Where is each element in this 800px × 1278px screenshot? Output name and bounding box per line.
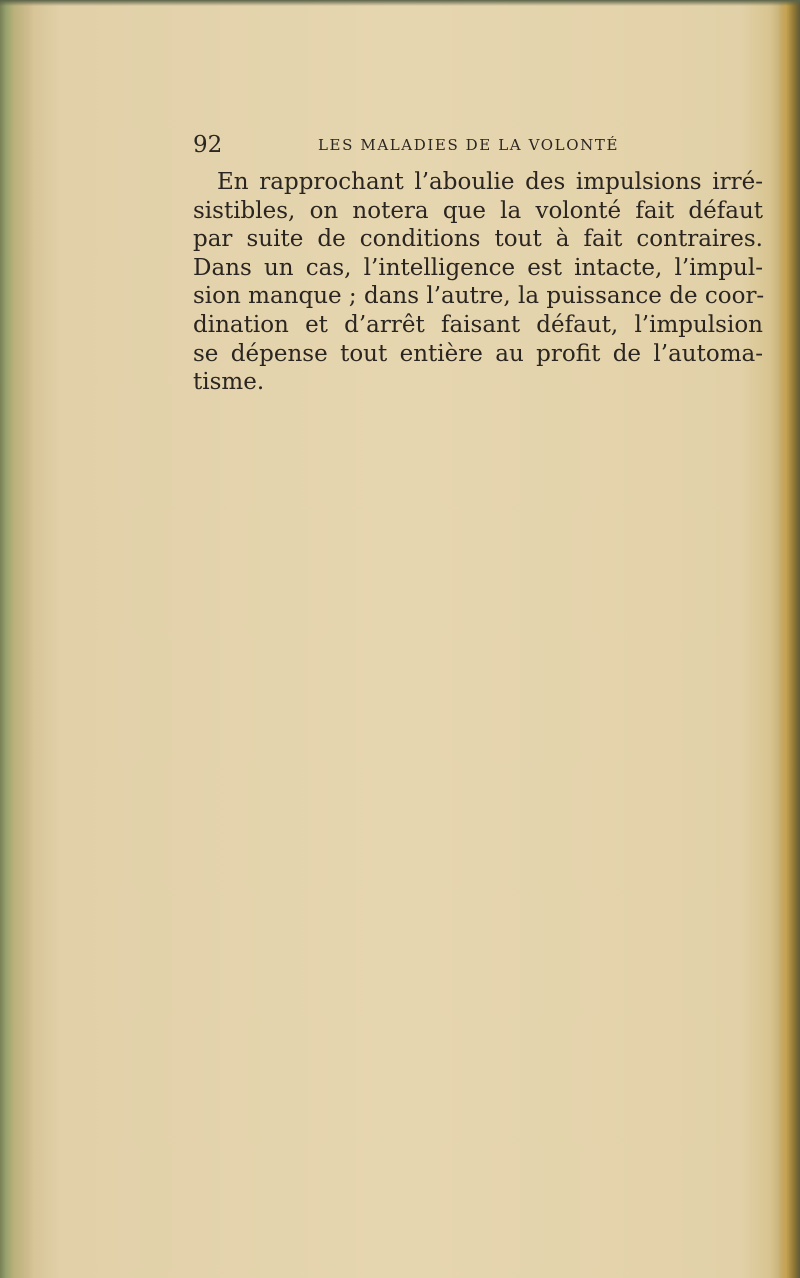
page-edge: [778, 0, 800, 1278]
page-gutter: [0, 0, 34, 1278]
text-line: tisme.: [193, 369, 265, 396]
text-line: Dans un cas, l’intelligence est intacte, l’impul-: [193, 254, 763, 281]
page-header: [193, 130, 653, 166]
text-line: se dépense tout entière au profit de l’automa-: [193, 340, 763, 367]
page-top-edge: [0, 0, 800, 6]
text-line: En rapprochant l’aboulie des impulsions irré-: [217, 169, 763, 195]
text-line: sistibles, on notera que la volonté fait défaut: [193, 197, 763, 224]
paragraph: [193, 168, 763, 397]
page-number: 92: [193, 132, 223, 158]
text-line: dination et d’arrêt faisant défaut, l’impulsion: [193, 311, 763, 338]
text-line: sion manque ; dans l’autre, la puissance de coor-: [193, 283, 765, 310]
running-title: LES MALADIES DE LA VOLONTÉ: [318, 136, 619, 154]
text-line: par suite de conditions tout à fait contraires.: [193, 226, 763, 253]
